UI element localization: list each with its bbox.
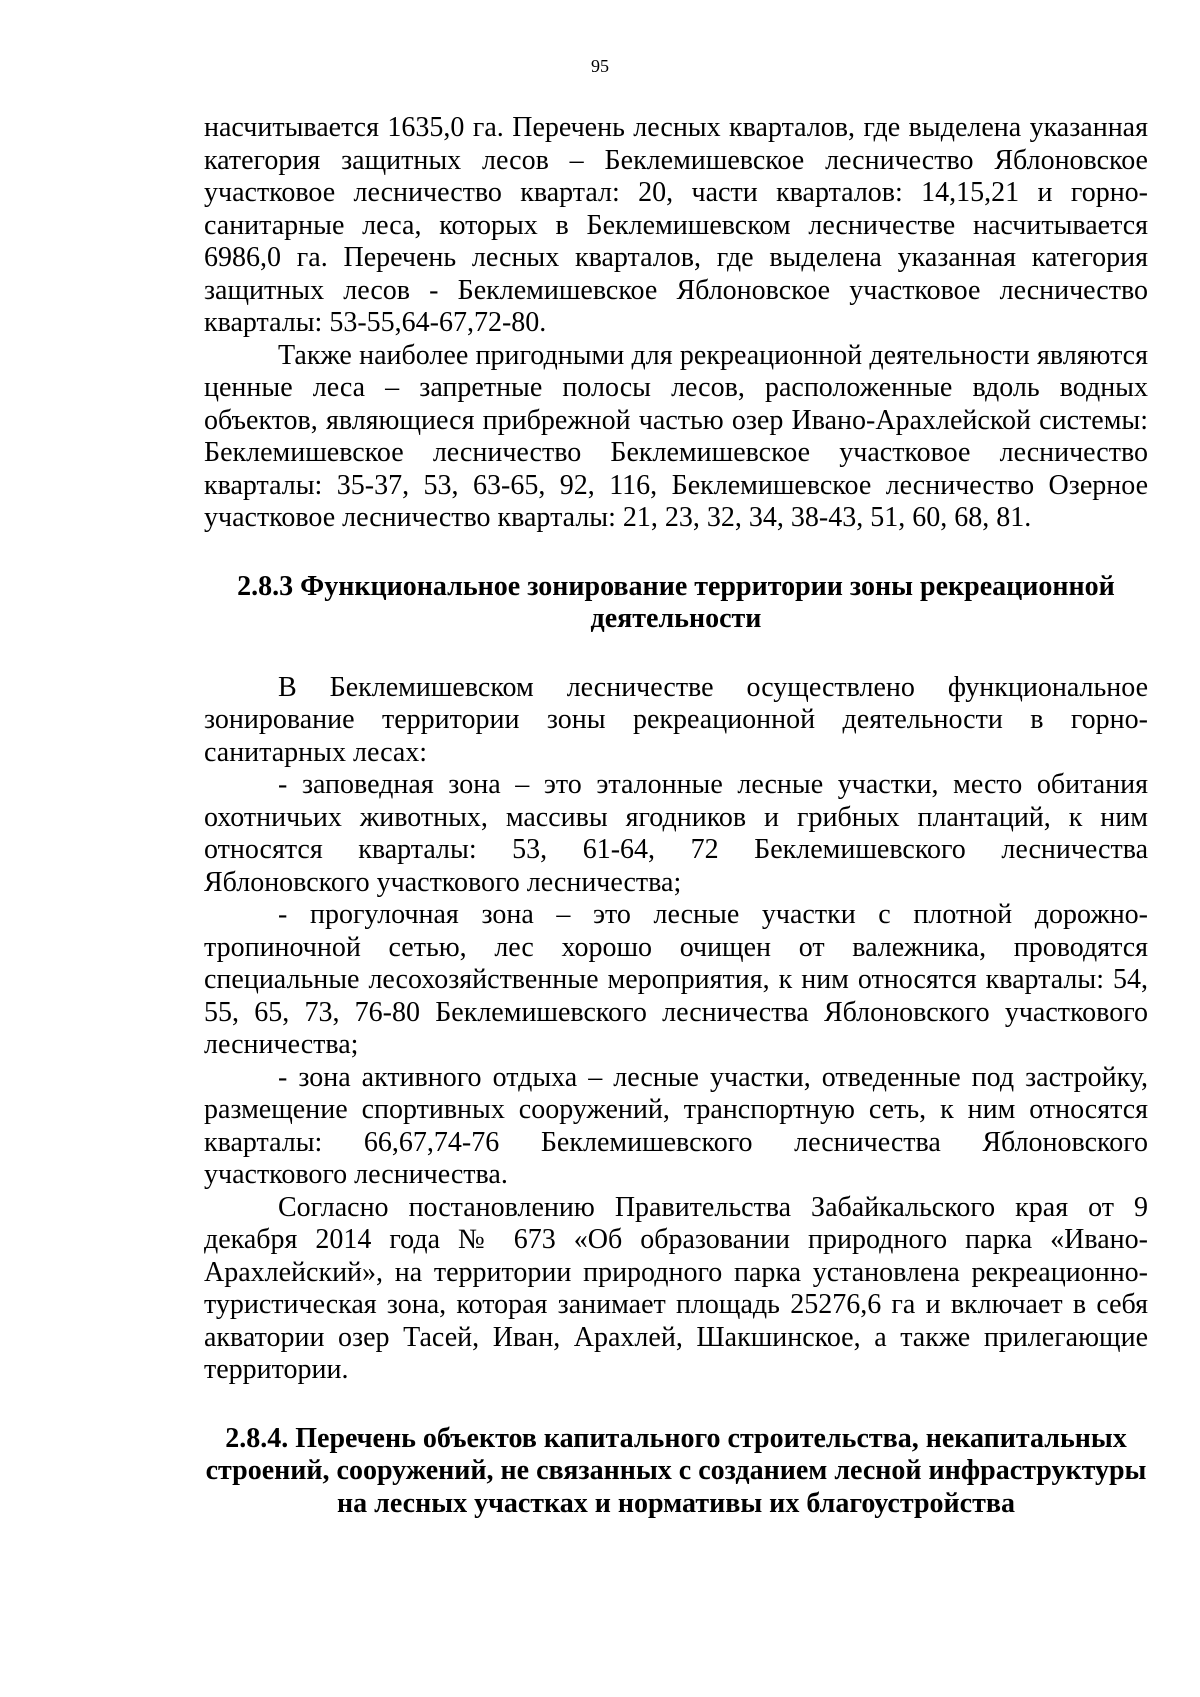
page-number: 95 [591, 56, 609, 76]
paragraph-forest-area: насчитывается 1635,0 га. Перечень лесных кварталов, где выделена указанная категория защитных лесов – Беклемишевское лесничество Яблоновское участковое лесничество квартал: 20, части кварталов: 14,15,21 и горно-санитарные леса, которых в Беклемишевском лесничестве насчитывается 6986,0 га. Перечень лесных кварталов, где выделена указанная категория защитных лесов - Беклемишевское Яблоновское участковое лесничество кварталы: 53-55,64-67,72-80. [204, 112, 1148, 338]
paragraph-active-rest-zone: - зона активного отдыха – лесные участки, отведенные под застройку, размещение спортивных сооружений, транспортную сеть, к ним относятся кварталы: 66,67,74-76 Беклемишевского лесничества Яблоновского участкового лесничества. [204, 1061, 1148, 1190]
paragraph-nature-park-decree: Согласно постановлению Правительства Забайкальского края от 9 декабря 2014 года № 673 «Об образовании природного парка «Ивано-Арахлейский», на территории природного парка установлена рекреационно-туристическая зона, которая занимает площадь 25276,6 га и включает в себя акватории озер Тасей, Иван, Арахлей, Шакшинское, а также прилегающие территории. [204, 1191, 1148, 1385]
paragraph-recreation-forests: Также наиболее пригодными для рекреационной деятельности являются ценные леса – запретные полосы лесов, расположенные вдоль водных объектов, являющиеся прибрежной частью озер Ивано-Арахлейской системы: Беклемишевское лесничество Беклемишевское участковое лесничество кварталы: 35-37, 53, 63-65, 92, 116, Беклемишевское лесничество Озерное участковое лесничество кварталы: 21, 23, 32, 34, 38-43, 51, 60, 68, 81. [204, 339, 1148, 533]
section-heading-2-8-3: 2.8.3 Функциональное зонирование территории зоны рекреационной деятельности [237, 570, 1115, 634]
paragraph-walking-zone: - прогулочная зона – это лесные участки с плотной дорожно-тропиночной сетью, лес хорошо очищен от валежника, проводятся специальные лесохозяйственные мероприятия, к ним относятся кварталы: 54, 55, 65, 73, 76-80 Беклемишевского лесничества Яблоновского участкового лесничества; [204, 899, 1148, 1060]
paragraph-zoning-intro: В Беклемишевском лесничестве осуществлено функциональное зонирование территории зоны рекреационной деятельности в горно-санитарных лесах: [204, 671, 1148, 768]
section-heading-2-8-4: 2.8.4. Перечень объектов капитального строительства, некапитальных строений, сооружений, не связанных с созданием лесной инфраструктуры на лесных участках и нормативы их благоустройства [205, 1422, 1147, 1519]
paragraph-reserve-zone: - заповедная зона – это эталонные лесные участки, место обитания охотничьих животных, массивы ягодников и грибных плантаций, к ним относятся кварталы: 53, 61-64, 72 Беклемишевского лесничества Яблоновского участкового лесничества; [204, 769, 1148, 898]
page-content [204, 112, 1148, 1520]
